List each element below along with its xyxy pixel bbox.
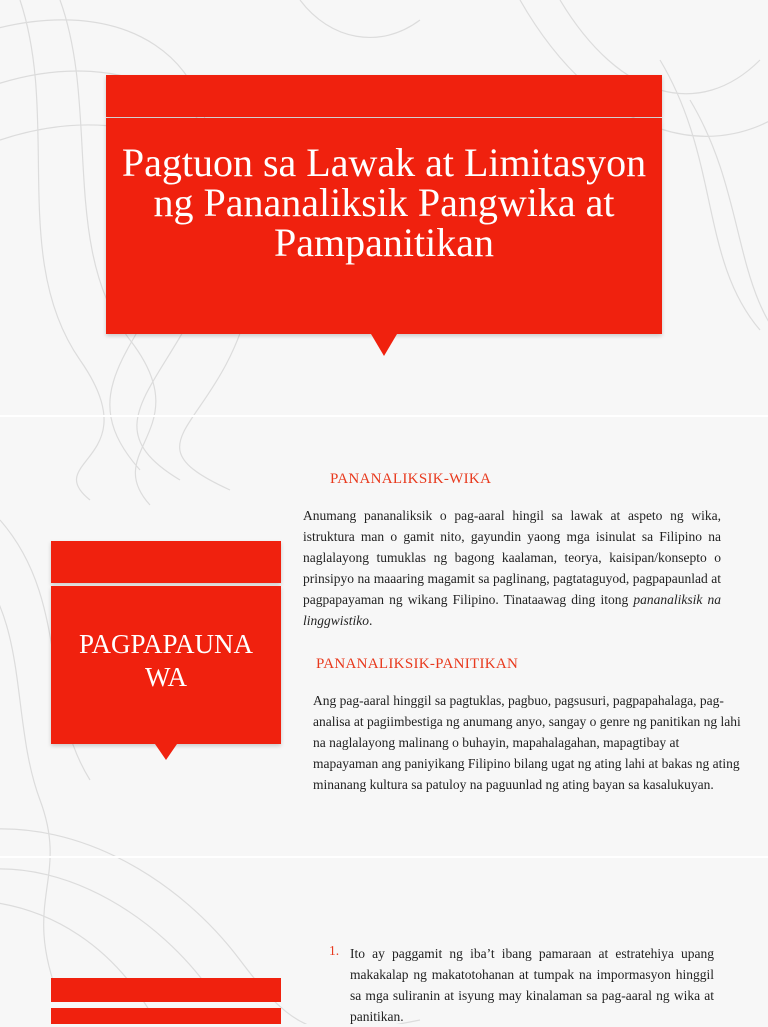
side-heading-box [51, 586, 281, 744]
bottom-heading-box [51, 1008, 281, 1024]
list-item: Ito ay paggamit ng iba’t ibang pamaraan at estratehiya upang makakalap ng makatotohanan at tumpak na impormasyon hinggil sa mga suliranin at isyung may kinalaman sa pag-aaral ng wika at panitikan. [350, 946, 714, 1024]
section-body-wika [303, 505, 721, 631]
side-pointer [155, 744, 177, 760]
section-body-wika-end: . [369, 613, 373, 628]
side-top-bar [51, 541, 281, 583]
title-pointer [371, 334, 397, 356]
page-title: Pagtuon sa Lawak at Limitasyon ng Pananaliksik Pangwika at Pampanitikan [121, 140, 647, 265]
slide-divider [0, 415, 768, 417]
section-body-panitikan: Ang pag-aaral hinggil sa pagtuklas, pagbuo, pagsusuri, pagpapahalaga, pag-analisa at pagiimbestiga ng anumang anyo, sangay o genre ng panitikan ng lahi na naglalayong malinang o buhayin, mapahalagahan, mapagtibay at mapayaman ang paniyikang Filipino bilang ugat ng ating lahi at bakas ng ating minanang kultura sa patuloy na paguunlad ng ating bayan sa kasalukuyan. [313, 693, 741, 792]
slide-divider [0, 856, 768, 858]
section-body-wika-text: Anumang pananaliksik o pag-aaral hingil sa lawak at aspeto ng wika, istruktura man o gamit nito, gayundin yaong mga isinulat sa Filipino na naglalayong tumuklas ng bagong kaalaman, teorya, kaisipan/konsepto o prinsipyo na maaaring magamit sa paglinang, pagtataguyod, pagpapaunlad at pagpapayaman ng wikang Filipino. Tinataawag ding itong [303, 508, 721, 607]
section-heading-panitikan: PANANALIKSIK-PANITIKAN [316, 656, 519, 672]
side-heading-line-2: WA [145, 662, 187, 692]
side-heading-line-1: PAGPAPAUNA [78, 629, 254, 659]
section-heading-wika: PANANALIKSIK-WIKA [330, 471, 492, 487]
section-body-wika-italic: pananaliksik na linggwistiko [303, 592, 721, 628]
title-box [106, 118, 662, 334]
side-heading [51, 628, 281, 694]
title-top-bar [106, 75, 662, 117]
list-number: 1. [329, 943, 340, 958]
bottom-top-bar [51, 978, 281, 1002]
